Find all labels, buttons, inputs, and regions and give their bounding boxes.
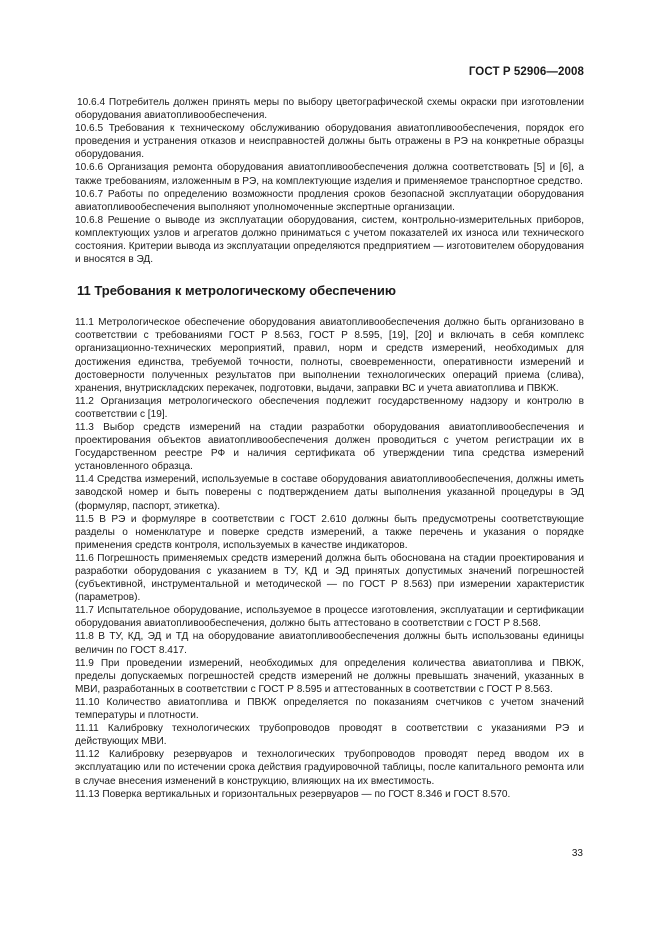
- paragraph-11-1: 11.1 Метрологическое обеспечение оборудования авиатопливообеспечения должно быть организовано в соответствии с требованиями ГОСТ Р 8.563, ГОСТ Р 8.595, [19], [20] и включать в себя комплекс организационно-технических мероприятий, правил, норм и средств измерений, необходимых для достижения единства, требуемой точности, полноты, своевременности, оперативности измерений и достоверности полученных результатов при выполнении технологических операций приема (слива), хранения, внутрискладских перекачек, подготовки, выдачи, заправки ВС и учета авиатоплива и ПВКЖ.: [75, 317, 584, 394]
- paragraph-10-6-8: 10.6.8 Решение о выводе из эксплуатации оборудования, систем, контрольно-измерительных приборов, комплектующих узлов и агрегатов должно приниматься с учетом показателей их износа или технического состояния. Критерии вывода из эксплуатации определяются предприятием — изготовителем оборудования и вносятся в ЭД.: [75, 214, 584, 266]
- page-content: [75, 96, 584, 801]
- paragraph-11-5: 11.5 В РЭ и формуляре в соответствии с ГОСТ 2.610 должны быть предусмотрены соответствующие разделы о номенклатуре и поверке средств измерений, а также перечень и указания о порядке применения средств контроля, используемых в качестве индикаторов.: [75, 513, 584, 551]
- paragraph-11-13: 11.13 Поверка вертикальных и горизонтальных резервуаров — по ГОСТ 8.346 и ГОСТ 8.570.: [75, 788, 511, 800]
- paragraph-11-4: 11.4 Средства измерений, используемые в составе оборудования авиатопливообеспечения, должны иметь заводской номер и быть поверены с подтверждением даты выполнения указанной процедуры в ЭД (формуляр, паспорт, этикетка).: [75, 474, 584, 512]
- paragraph-10-6-6: 10.6.6 Организация ремонта оборудования авиатопливообеспечения должна соответствовать [5] и [6], а также требованиям, изложенным в РЭ, на комплектующие изделия и применяемое транспортное средство.: [75, 162, 584, 187]
- section-11-heading: 11 Требования к метрологическому обеспечению: [77, 283, 396, 299]
- paragraph-11-3: 11.3 Выбор средств измерений на стадии разработки оборудования авиатопливообеспечения и проектирования объектов авиатопливообеспечения должен проводиться с учетом регистрации их в Государственном реестре РФ и наличия сертификата об утверждении типа средства измерений установленного образца.: [75, 421, 584, 473]
- paragraph-11-11: 11.11 Калибровку технологических трубопроводов проводят в соответствии с указаниями РЭ и действующих МВИ.: [75, 723, 584, 748]
- paragraph-10-6-4: 10.6.4 Потребитель должен принять меры по выбору цветографической схемы окраски при изготовлении оборудования авиатопливообеспечения.: [75, 97, 584, 122]
- paragraph-11-10: 11.10 Количество авиатоплива и ПВКЖ определяется по показаниям счетчиков с учетом значений температуры и плотности.: [75, 696, 584, 722]
- paragraph-11-7: 11.7 Испытательное оборудование, используемое в процессе изготовления, эксплуатации и сертификации оборудования авиатопливообеспечения, должно быть аттестовано в соответствии с ГОСТ Р 8.568.: [75, 605, 584, 630]
- page-number: 33: [571, 848, 583, 859]
- document-code-header: ГОСТ Р 52906—2008: [468, 66, 584, 78]
- paragraph-11-2: 11.2 Организация метрологического обеспечения подлежит государственному надзору и контролю в соответствии с [19].: [75, 395, 584, 420]
- paragraph-11-9: 11.9 При проведении измерений, необходимых для определения количества авиатоплива и ПВКЖ, пределы допускаемых погрешностей средств измерений не должны превышать значений, указанных в МВИ, разработанных в соответствии с ГОСТ Р 8.595 и аттестованных в соответствии с ГОСТ Р 8.563.: [75, 657, 584, 695]
- paragraph-10-6-5: 10.6.5 Требования к техническому обслуживанию оборудования авиатопливообеспечения, порядок его проведения и устранения отказов и неисправностей должны быть отражены в РЭ на конкретные образцы оборудования.: [75, 123, 584, 161]
- paragraph-11-8: 11.8 В ТУ, КД, ЭД и ТД на оборудование авиатопливообеспечения должны быть использованы единицы величин по ГОСТ 8.417.: [75, 631, 584, 656]
- paragraph-10-6-7: 10.6.7 Работы по определению возможности продления сроков безопасной эксплуатации оборудования авиатопливообеспечения выполняют уполномоченные экспертные организации.: [75, 188, 584, 213]
- paragraph-11-6: 11.6 Погрешность применяемых средств измерений должна быть обоснована на стадии проектирования и разработки оборудования с указанием в ТУ, КД и ЭД принятых допустимых значений погрешностей (субъективной, инструментальной и методической — по ГОСТ Р 8.563) при измерении характеристик (параметров).: [75, 552, 584, 604]
- paragraph-11-12: 11.12 Калибровку резервуаров и технологических трубопроводов проводят перед вводом их в эксплуатацию или по истечении срока действия градуировочной таблицы, после капитального ремонта или в случае внесения изменений в конструкцию, влияющих на их вместимость.: [75, 749, 584, 787]
